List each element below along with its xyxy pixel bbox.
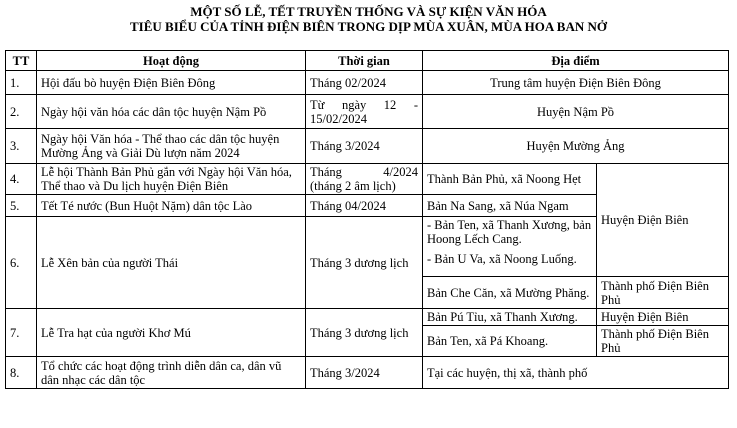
city-cell: Thành phố Điện Biên Phủ xyxy=(597,277,729,309)
city-cell: Thành phố Điện Biên Phủ xyxy=(597,326,729,357)
time-cell xyxy=(306,164,423,195)
time-cell: Tháng 3 dương lịch xyxy=(306,309,423,357)
table-row xyxy=(6,164,729,195)
location-cell: Thành Bản Phủ, xã Noong Hẹt xyxy=(423,164,597,195)
table-row xyxy=(6,309,729,326)
time-cell: Tháng 3/2024 xyxy=(306,129,423,164)
header-time: Thời gian xyxy=(306,51,423,71)
table-row xyxy=(6,95,729,129)
location-cell: Trung tâm huyện Điện Biên Đông xyxy=(423,71,729,95)
location-cell: Bản Pú Tỉu, xã Thanh Xương. xyxy=(423,309,597,326)
location-line-2: - Bản U Va, xã Noong Luống. xyxy=(427,252,577,266)
location-cell: Huyện Nậm Pồ xyxy=(423,95,729,129)
table-row xyxy=(6,129,729,164)
header-tt: TT xyxy=(6,51,37,71)
location-cell: Tại các huyện, thị xã, thành phố xyxy=(423,357,729,389)
row-number: 6. xyxy=(6,217,37,309)
document-title-line-1: MỘT SỐ LỄ, TẾT TRUYỀN THỐNG VÀ SỰ KIỆN VĂN HÓA xyxy=(190,4,547,19)
activity-cell: Tổ chức các hoạt động trình diễn dân ca, dân vũ dân nhạc các dân tộc xyxy=(37,357,306,389)
row-number: 8. xyxy=(6,357,37,389)
activity-cell: Ngày hội văn hóa các dân tộc huyện Nậm Pồ xyxy=(37,95,306,129)
location-line-1: - Bản Ten, xã Thanh Xương, bản Hoong Lếch Cang. xyxy=(427,218,592,246)
activity-cell: Hội đấu bò huyện Điện Biên Đông xyxy=(37,71,306,95)
district-cell: Huyện Điện Biên xyxy=(597,164,729,277)
table-header-row xyxy=(6,51,729,71)
location-cell: Huyện Mường Ảng xyxy=(423,129,729,164)
row-number: 7. xyxy=(6,309,37,357)
time-cell: Tháng 3 dương lịch xyxy=(306,217,423,309)
row-number: 5. xyxy=(6,195,37,217)
time-cell: Tháng 3/2024 xyxy=(306,357,423,389)
time-cell: Tháng 04/2024 xyxy=(306,195,423,217)
time-cell: Tháng 02/2024 xyxy=(306,71,423,95)
activity-cell: Tết Té nước (Bun Huột Nặm) dân tộc Lào xyxy=(37,195,306,217)
row-number: 3. xyxy=(6,129,37,164)
activity-cell: Lễ hội Thành Bản Phủ gắn với Ngày hội Văn hóa, Thể thao và Du lịch huyện Điện Biên xyxy=(37,164,306,195)
header-location: Địa điểm xyxy=(423,51,729,71)
events-table xyxy=(5,50,729,389)
location-cell: Bản Ten, xã Pá Khoang. xyxy=(423,326,597,357)
location-cell: Bản Che Căn, xã Mường Phăng. xyxy=(423,277,597,309)
location-cell xyxy=(423,217,597,277)
location-cell: Bản Na Sang, xã Núa Ngam xyxy=(423,195,597,217)
row-number: 1. xyxy=(6,71,37,95)
district-cell: Huyện Điện Biên xyxy=(597,309,729,326)
time-line-2: 15/02/2024 xyxy=(310,111,367,126)
header-activity: Hoạt động xyxy=(37,51,306,71)
time-line-1: Tháng 4/2024 xyxy=(310,165,418,179)
table-row xyxy=(6,357,729,389)
time-line-2: (tháng 2 âm lịch) xyxy=(310,179,396,193)
activity-cell: Lễ Tra hạt của người Khơ Mú xyxy=(37,309,306,357)
activity-cell: Lễ Xên bản của người Thái xyxy=(37,217,306,309)
row-number: 2. xyxy=(6,95,37,129)
activity-cell: Ngày hội Văn hóa - Thể thao các dân tộc huyện Mường Ảng và Giải Dù lượn năm 2024 xyxy=(37,129,306,164)
time-cell xyxy=(306,95,423,129)
time-line-1: Từ ngày 12 - xyxy=(310,97,418,112)
row-number: 4. xyxy=(6,164,37,195)
document-title-line-2: TIÊU BIỂU CỦA TỈNH ĐIỆN BIÊN TRONG DỊP MÙA XUÂN, MÙA HOA BAN NỞ xyxy=(130,19,607,34)
table-row xyxy=(6,71,729,95)
